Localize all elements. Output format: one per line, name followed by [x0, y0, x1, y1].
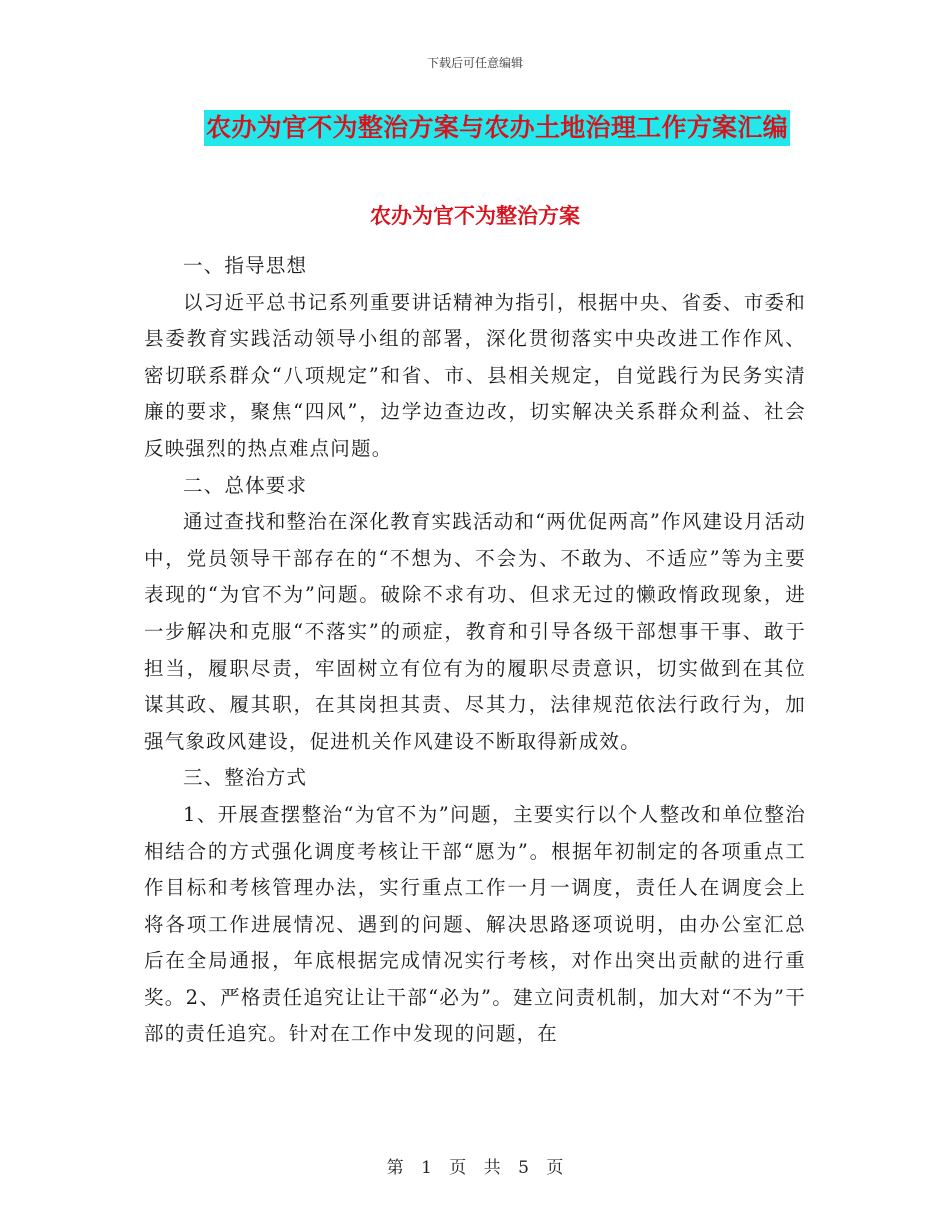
- footer-prefix: 第: [386, 1158, 404, 1178]
- footer-page-word: 页: [449, 1158, 467, 1178]
- heading-general-requirements: 二、总体要求: [183, 473, 308, 497]
- footer-suffix: 页: [546, 1158, 564, 1178]
- footer-page-number: 1: [421, 1158, 432, 1178]
- header-note: 下载后可任意编辑: [426, 56, 523, 70]
- paragraph-guiding-thought: 以习近平总书记系列重要讲话精神为指引，根据中央、省委、市委和县委教育实践活动领导小组的部署，深化贯彻落实中央改进工作作风、密切联系群众“八项规定”和省、市、县相关规定，自觉践行为民务实清廉的要求，聚焦“四风”，边学边查边改，切实解决关系群众利益、社会反映强烈的热点难点问题。: [144, 290, 806, 460]
- heading-rectification-methods: 三、整治方式: [183, 766, 308, 790]
- page-footer: [0, 1153, 950, 1178]
- document-title-wrap: [0, 110, 950, 146]
- document-body: [144, 248, 806, 1053]
- document-title: 农办为官不为整治方案与农办土地治理工作方案汇编: [204, 110, 790, 146]
- footer-total-word: 共: [483, 1158, 501, 1178]
- paragraph-rectification-methods: 1、开展查摆整治“为官不为”问题，主要实行以个人整改和单位整治相结合的方式强化调度考核让干部“愿为”。根据年初制定的各项重点工作目标和考核管理办法，实行重点工作一月一调度，责任人在调度会上将各项工作进展情况、遇到的问题、解决思路逐项说明，由办公室汇总后在全局通报，年底根据完成情况实行考核，对作出突出贡献的进行重奖。2、严格责任追究让让干部“必为”。建立问责机制，加大对“不为”干部的责任追究。针对在工作中发现的问题，在: [144, 802, 806, 1046]
- heading-guiding-thought: 一、指导思想: [183, 254, 308, 277]
- paragraph-general-requirements: 通过查找和整治在深化教育实践活动和“两优促两高”作风建设月活动中，党员领导干部存在的“不想为、不会为、不敢为、不适应”等为主要表现的“为官不为”问题。破除不求有功、但求无过的懒政惰政现象，进一步解决和克服“不落实”的顽症，教育和引导各级干部想事干事、敢于担当，履职尽责，牢固树立有位有为的履职尽责意识，切实做到在其位谋其政、履其职，在其岗担其责、尽其力，法律规范依法行政行为，加强气象政风建设，促进机关作风建设不断取得新成效。: [144, 510, 806, 753]
- footer-total-pages: 5: [518, 1158, 529, 1178]
- section-title: 农办为官不为整治方案: [370, 203, 580, 228]
